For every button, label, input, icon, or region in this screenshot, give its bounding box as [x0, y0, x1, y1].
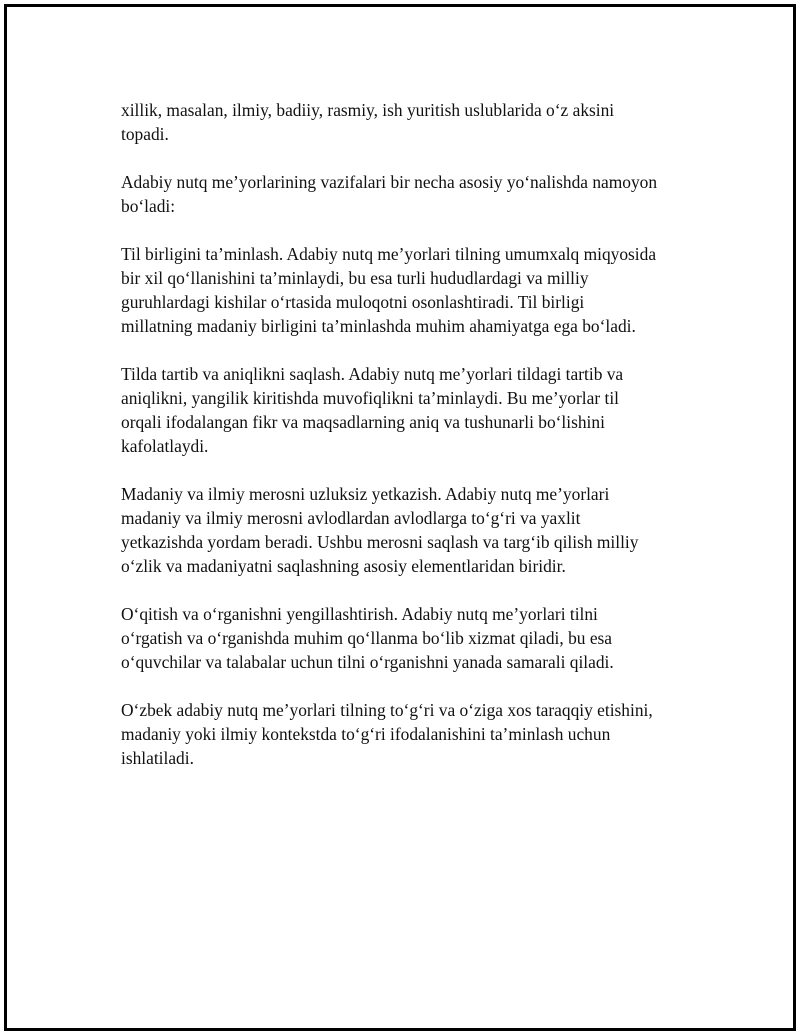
paragraph: Til birligini ta’minlash. Adabiy nutq me’yorlari tilning umumxalq miqyosida bir xil qo‘llanishini ta’minlaydi, bu esa turli hududlardagi va milliy guruhlardagi kishilar o‘rtasida muloqotni osonlashtiradi. Til birligi millatning madaniy birligini ta’minlashda muhim ahamiyatga ega bo‘ladi. — [121, 244, 657, 336]
paragraph: Adabiy nutq me’yorlarining vazifalari bir necha asosiy yo‘nalishda namoyon bo‘ladi: — [121, 172, 658, 216]
paragraph: Madaniy va ilmiy merosni uzluksiz yetkazish. Adabiy nutq me’yorlari madaniy va ilmiy merosni avlodlardan avlodlarga to‘g‘ri va yaxlit yetkazishda yordam beradi. Ushbu merosni saqlash va targ‘ib qilish milliy o‘zlik va madaniyatni saqlashning asosiy elementlaridan biridir. — [121, 484, 639, 576]
paragraph: xillik, masalan, ilmiy, badiiy, rasmiy, ish yuritish uslublarida o‘z aksini topadi. — [121, 100, 615, 144]
paragraph: O‘qitish va o‘rganishni yengillashtirish. Adabiy nutq me’yorlari tilni o‘rgatish va o‘rganishda muhim qo‘llanma bo‘lib xizmat qiladi, bu esa o‘quvchilar va talabalar uchun tilni o‘rganishni yanada samarali qiladi. — [121, 604, 614, 672]
paragraph: Tilda tartib va aniqlikni saqlash. Adabiy nutq me’yorlari tildagi tartib va aniqlikni, yangilik kiritishda muvofiqlikni ta’minlaydi. Bu me’yorlar til orqali ifodalangan fikr va maqsadlarning aniq va tushunarli bo‘lishini kafolatlaydi. — [121, 364, 624, 456]
document-page — [4, 4, 796, 1031]
document-body — [121, 98, 701, 794]
paragraph: O‘zbek adabiy nutq me’yorlari tilning to‘g‘ri va o‘ziga xos taraqqiy etishini, madaniy yoki ilmiy kontekstda to‘g‘ri ifodalanishini ta’minlash uchun ishlatiladi. — [121, 700, 653, 768]
